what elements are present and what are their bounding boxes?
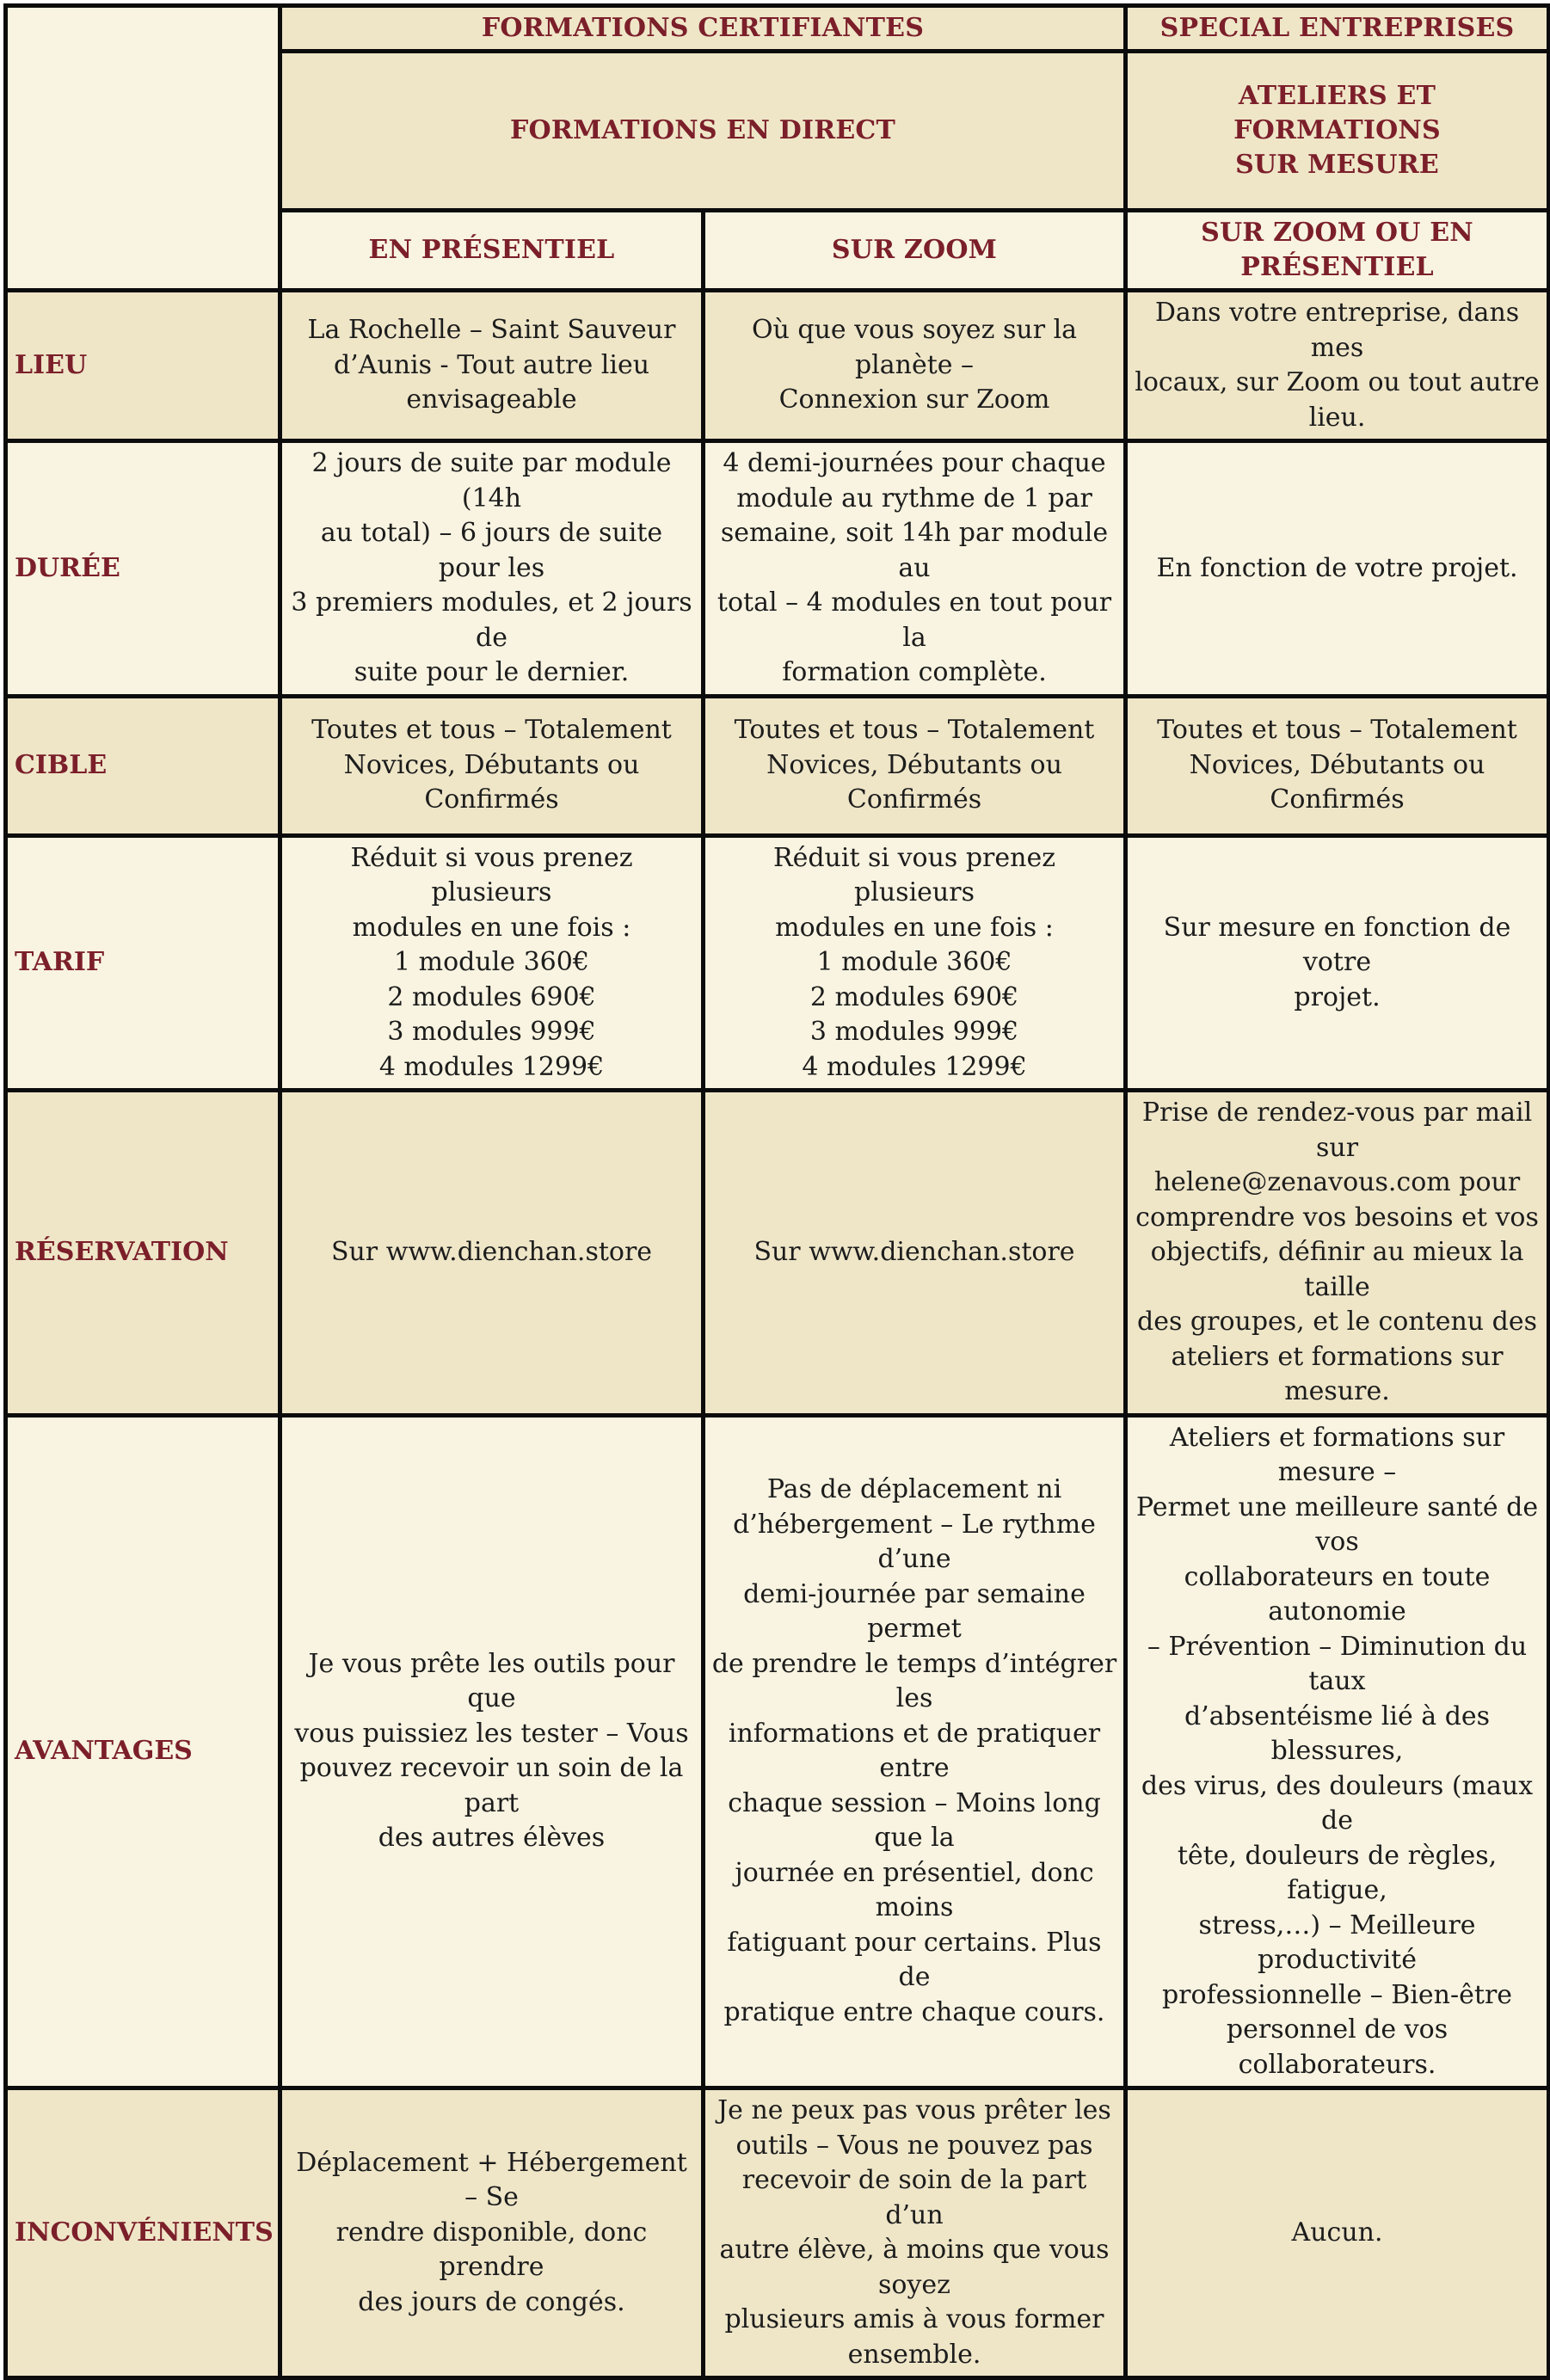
cell-entreprise: Aucun. [1126, 2088, 1549, 2378]
row-label: CIBLE [6, 696, 280, 835]
cell-zoom: 4 demi-journées pour chaque module au rythme de 1 par semaine, soit 14h par module au total – 4 modules en tout pour la formation complète. [704, 441, 1126, 697]
row-label: INCONVÉNIENTS [6, 2088, 280, 2378]
cell-entreprise: En fonction de votre projet. [1126, 441, 1549, 697]
header-certifiantes: FORMATIONS CERTIFIANTES [280, 6, 1126, 52]
header-entreprises: SPECIAL ENTREPRISES [1126, 6, 1549, 52]
row-label: TARIF [6, 835, 280, 1091]
comparison-table [3, 3, 1550, 2380]
cell-zoom: Où que vous soyez sur la planète – Connexion sur Zoom [704, 291, 1126, 441]
row-lieu [6, 291, 1549, 441]
cell-entreprise: Dans votre entreprise, dans mes locaux, sur Zoom ou tout autre lieu. [1126, 291, 1549, 441]
cell-presentiel: Je vous prête les outils pour que vous puissiez les tester – Vous pouvez recevoir un soin de la part des autres élèves [280, 1415, 704, 2088]
cell-presentiel: La Rochelle – Saint Sauveur d’Aunis - Tout autre lieu envisageable [280, 291, 704, 441]
row-duree [6, 441, 1549, 697]
column-header-zoom: SUR ZOOM [704, 211, 1126, 291]
row-label: RÉSERVATION [6, 1091, 280, 1416]
header-row-1 [6, 6, 1549, 52]
cell-presentiel: Toutes et tous – Totalement Novices, Débutants ou Confirmés [280, 696, 704, 835]
header-ateliers: ATELIERS ET FORMATIONS SUR MESURE [1126, 52, 1549, 211]
column-header-zoom-presentiel: SUR ZOOM OU EN PRÉSENTIEL [1126, 211, 1549, 291]
cell-presentiel: Sur www.dienchan.store [280, 1091, 704, 1416]
header-en-direct: FORMATIONS EN DIRECT [280, 52, 1126, 211]
row-inconvenients [6, 2088, 1549, 2378]
cell-entreprise: Prise de rendez-vous par mail sur helene@zenavous.com pour comprendre vos besoins et vos objectifs, définir au mieux la taille des groupes, et le contenu des ateliers et formations sur mesure. [1126, 1091, 1549, 1416]
cell-presentiel: Déplacement + Hébergement – Se rendre disponible, donc prendre des jours de congés. [280, 2088, 704, 2378]
column-header-presentiel: EN PRÉSENTIEL [280, 211, 704, 291]
cell-zoom: Sur www.dienchan.store [704, 1091, 1126, 1416]
row-cible [6, 696, 1549, 835]
cell-zoom: Pas de déplacement ni d’hébergement – Le rythme d’une demi-journée par semaine permet de prendre le temps d’intégrer les informations et de pratiquer entre chaque session – Moins long que la journée en présentiel, donc moins fatiguant pour certains. Plus de pratique entre chaque cours. [704, 1415, 1126, 2088]
row-label: DURÉE [6, 441, 280, 697]
cell-presentiel: 2 jours de suite par module (14h au total) – 6 jours de suite pour les 3 premiers modules, et 2 jours de suite pour le dernier. [280, 441, 704, 697]
cell-zoom: Réduit si vous prenez plusieurs modules en une fois : 1 module 360€ 2 modules 690€ 3 modules 999€ 4 modules 1299€ [704, 835, 1126, 1091]
corner-cell [6, 6, 280, 291]
cell-zoom: Toutes et tous – Totalement Novices, Débutants ou Confirmés [704, 696, 1126, 835]
cell-entreprise: Ateliers et formations sur mesure – Permet une meilleure santé de vos collaborateurs en toute autonomie – Prévention – Diminution du taux d’absentéisme lié à des blessures, des virus, des douleurs (maux de tête, douleurs de règles, fatigue, stress,…) – Meilleure productivité professionnelle – Bien-être personnel de vos collaborateurs. [1126, 1415, 1549, 2088]
row-tarif [6, 835, 1549, 1091]
row-reservation [6, 1091, 1549, 1416]
cell-entreprise: Sur mesure en fonction de votre projet. [1126, 835, 1549, 1091]
cell-entreprise: Toutes et tous – Totalement Novices, Débutants ou Confirmés [1126, 696, 1549, 835]
row-label: AVANTAGES [6, 1415, 280, 2088]
row-label: LIEU [6, 291, 280, 441]
row-avantages [6, 1415, 1549, 2088]
cell-zoom: Je ne peux pas vous prêter les outils – Vous ne pouvez pas recevoir de soin de la part d’un autre élève, à moins que vous soyez plusieurs amis à vous former ensemble. [704, 2088, 1126, 2378]
cell-presentiel: Réduit si vous prenez plusieurs modules en une fois : 1 module 360€ 2 modules 690€ 3 modules 999€ 4 modules 1299€ [280, 835, 704, 1091]
